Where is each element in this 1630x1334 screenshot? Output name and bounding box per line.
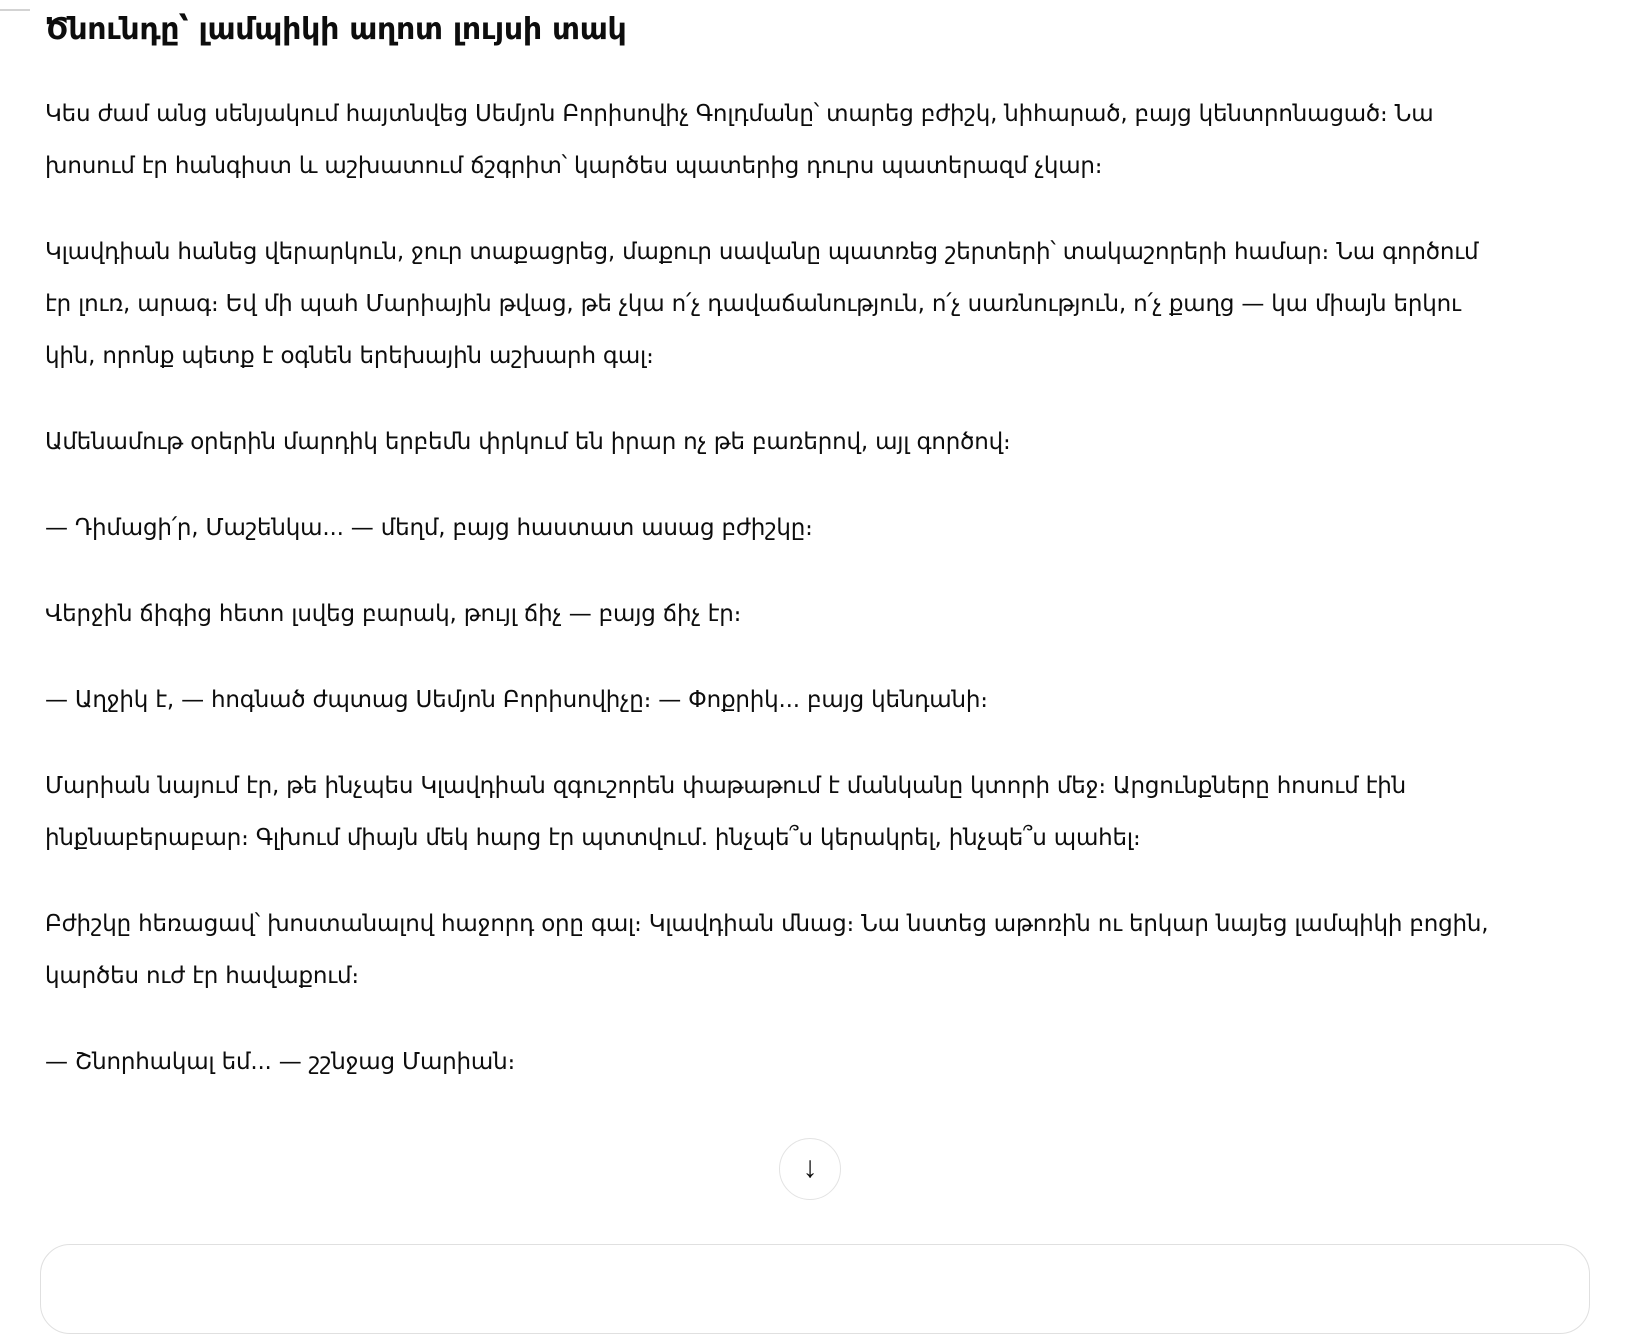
story-paragraph: Բժիշկը հեռացավ՝ խոստանալով հաջորդ օրը գալ։ Կլավդիան մնաց։ Նա նստեց աթոռին ու երկար նայեց լամպիկի բոցին, կարծես ուժ էր հավաքում։ xyxy=(45,911,1489,989)
story-body xyxy=(45,88,1497,1088)
story-paragraph: — Շնորհակալ եմ... — շշնջաց Մարիան։ xyxy=(45,1049,516,1075)
chat-message-content xyxy=(45,10,1497,1122)
story-paragraph: Ամենամութ օրերին մարդիկ երբեմն փրկում են իրար ոչ թե բառերով, այլ գործով։ xyxy=(45,429,1011,455)
story-paragraph: — Դիմացի՛ր, Մաշենկա... — մեղմ, բայց հաստատ ասաց բժիշկը։ xyxy=(45,515,813,541)
story-paragraph: Կլավդիան հանեց վերարկուն, ջուր տաքացրեց, մաքուր սավանը պատռեց շերտերի՝ տակաշորերի համար։ Նա գործում էր լուռ, արագ։ Եվ մի պահ Մարիային թվաց, թե չկա ո՛չ դավաճանություն, ո՛չ սառնություն, ո՛չ քաղց — կա միայն երկու կին, որոնք պետք է օգնեն երեխային աշխարհ գալ։ xyxy=(45,239,1479,369)
story-paragraph: Կես ժամ անց սենյակում հայտնվեց Սեմյոն Բորիսովիչ Գոլդմանը՝ տարեց բժիշկ, նիհարած, բայց կենտրոնացած։ Նա խոսում էր հանգիստ և աշխատում ճշգրիտ՝ կարծես պատերից դուրս պատերազմ չկար։ xyxy=(45,101,1434,179)
scroll-to-bottom-button[interactable] xyxy=(779,1138,841,1200)
story-title: Ծնունդը՝ լամպիկի աղոտ լույսի տակ xyxy=(45,12,627,47)
story-paragraph: Մարիան նայում էր, թե ինչպես Կլավդիան զգուշորեն փաթաթում է մանկանը կտորի մեջ։ Արցունքները հոսում էին ինքնաբերաբար։ Գլխում միայն մեկ հարց էր պտտվում. ինչպե՞ս կերակրել, ինչպե՞ս պահել։ xyxy=(45,773,1406,851)
story-paragraph: Վերջին ճիգից հետո լսվեց բարակ, թույլ ճիչ — բայց ճիչ էր։ xyxy=(45,601,742,627)
top-edge-divider xyxy=(0,9,30,11)
story-paragraph: — Աղջիկ է, — հոգնած ժպտաց Սեմյոն Բորիսովիչը։ — Փոքրիկ... բայց կենդանի։ xyxy=(45,687,988,713)
down-arrow-icon: ↓ xyxy=(802,1151,818,1184)
